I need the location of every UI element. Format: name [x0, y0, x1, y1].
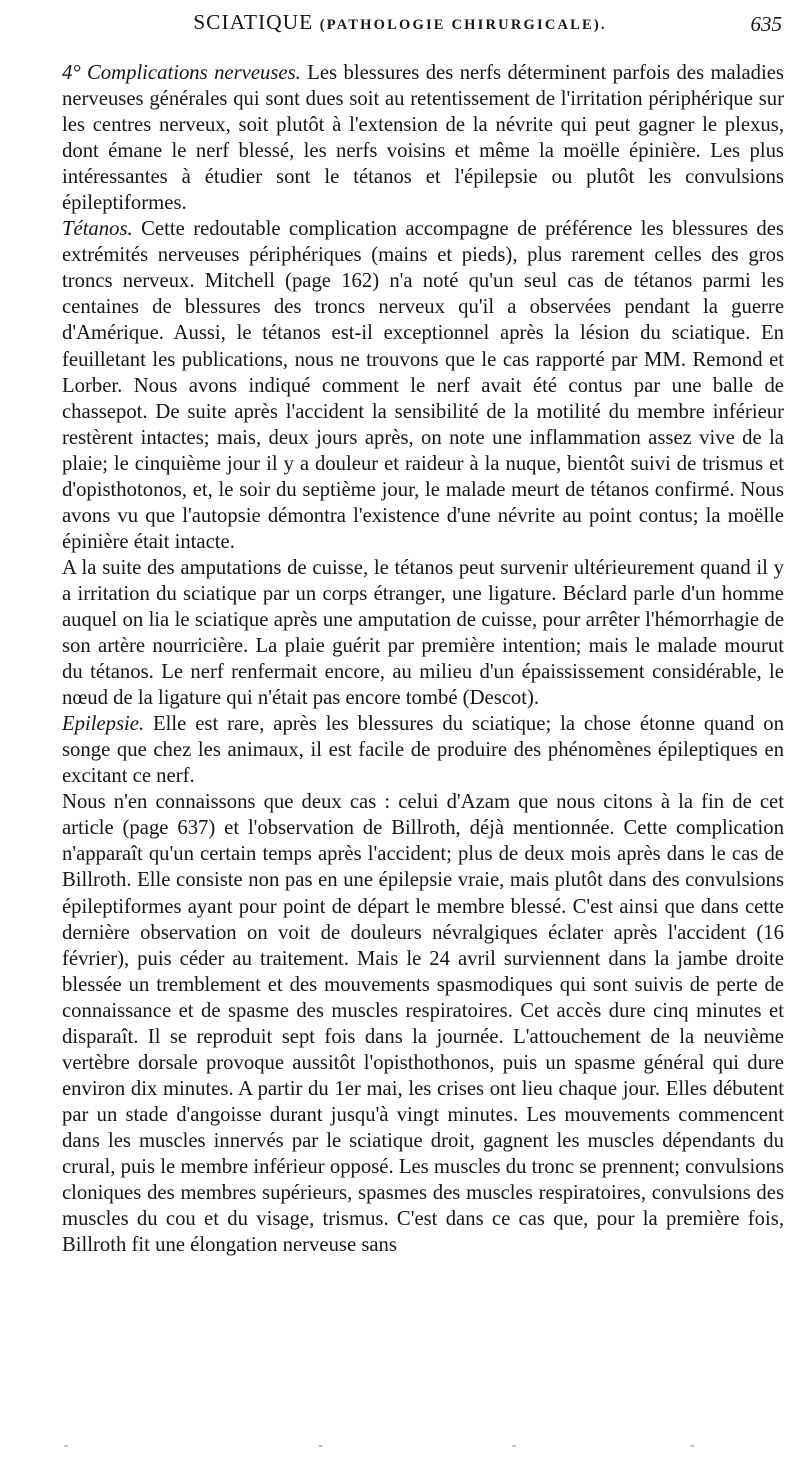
paragraph-tetanos: [62, 216, 784, 555]
running-title: [0, 10, 800, 35]
paragraph-text: Nous n'en connaissons que deux cas : celui d'Azam que nous citons à la fin de cet article (page 637) et l'observation de Billroth, déjà mentionnée. Cette complication n'apparaît qu'un certain temps après l'accident; plus de deux mois après dans le cas de Billroth. Elle consiste non pas en une épilepsie vraie, mais plutôt dans des convulsions épileptiformes ayant pour point de départ le membre blessé. C'est ainsi que dans cette dernière observation on voit de douleurs névralgiques éclater après l'accident (16 février), puis céder au traitement. Mais le 24 avril surviennent dans la jambe droite blessée un tremblement et des mouvements spasmodiques qui sont suivis de perte de connaissance et de spasme des muscles respiratoires. Cet accès dure cinq minutes et disparaît. Il se reproduit sept fois dans la journée. L'attouchement de la neuvième vertèbre dorsale provoque aussitôt l'opisthothonos, puis un spasme général qui dure environ dix minutes. A partir du 1er mai, les crises ont lieu chaque jour. Elles débutent par un stade d'angoisse durant jusqu'à vingt minutes. Les mouvements commencent dans les muscles innervés par le sciatique droit, gagnent les muscles dépendants du crural, puis le membre inférieur opposé. Les muscles du tronc se prennent; convulsions cloniques des membres supérieurs, spasmes des muscles respiratoires, convulsions des muscles du cou et du visage, trismus. C'est dans ce cas que, pour la première fois, Billroth fit une élongation nerveuse sans: [62, 791, 784, 1257]
footer-scan-marks: - - - -: [64, 1438, 695, 1453]
paragraph-amputations: [62, 555, 784, 711]
section-title: SCIATIQUE: [193, 10, 314, 34]
paragraph-text: Les blessures des nerfs déterminent parfois des maladies nerveuses générales qui sont dues soit au retentissement de l'irritation périphérique sur les centres nerveux, soit plutôt à l'extension de la névrite qui peut gagner le plexus, dont émane le nerf blessé, les nerfs voisins et même la moëlle épinière. Les plus intéressantes à étudier sont le tétanos et l'épilepsie ou plutôt les convulsions épileptiformes.: [62, 62, 784, 215]
paragraph-lead-in: Epilepsie.: [62, 713, 145, 736]
running-header: [0, 8, 800, 42]
page-number: 635: [750, 12, 782, 36]
paragraph-complications: [62, 60, 784, 216]
paragraph-text: Elle est rare, après les blessures du sciatique; la chose étonne quand on songe que chez les animaux, il est facile de produire des phénomènes épileptiques en excitant ce nerf.: [62, 713, 784, 788]
paragraph-epilepsie: [62, 711, 784, 789]
paragraph-lead-in: Tétanos.: [62, 218, 133, 241]
paragraph-text: Cette redoutable complication accompagne de préférence les blessures des extrémités nerveuses périphériques (mains et pieds), plus rarement celles des gros troncs nerveux. Mitchell (page 162) n'a noté qu'un seul cas de tétanos parmi les centaines de blessures des troncs nerveux qu'il a observées pendant la guerre d'Amérique. Aussi, le tétanos est-il exceptionnel après la lésion du sciatique. En feuilletant les publications, nous ne trouvons que le cas rapporté par MM. Remond et Lorber. Nous avons indiqué comment le nerf avait été contus par une balle de chassepot. De suite après l'accident la sensibilité de la motilité du membre inférieur restèrent intactes; mais, deux jours après, on note une inflammation assez vive de la plaie; le cinquième jour il y a douleur et raideur à la nuque, bientôt suivi de trismus et d'opisthotonos, et, le soir du septième jour, le malade meurt de tétanos confirmé. Nous avons vu que l'autopsie démontra l'existence d'une névrite au point contus; la moëlle épinière était intacte.: [62, 218, 784, 553]
paragraph-text: A la suite des amputations de cuisse, le tétanos peut survenir ultérieurement quand il y a irritation du sciatique par un corps étranger, une ligature. Béclard parle d'un homme auquel on lia le sciatique après une amputation de cuisse, pour arrêter l'hémorrhagie de son artère nourricière. La plaie guérit par première intention; mais le malade mourut du tétanos. Le nerf renfermait encore, au milieu d'un épaississement considérable, le nœud de la ligature qui n'était pas encore tombé (Descot).: [62, 556, 784, 710]
paragraph-billroth: [62, 789, 784, 1258]
subsection-title: (PATHOLOGIE CHIRURGICALE).: [319, 17, 607, 33]
paragraph-lead-in: 4° Complications nerveuses.: [62, 62, 301, 84]
body-text: [62, 60, 784, 1258]
